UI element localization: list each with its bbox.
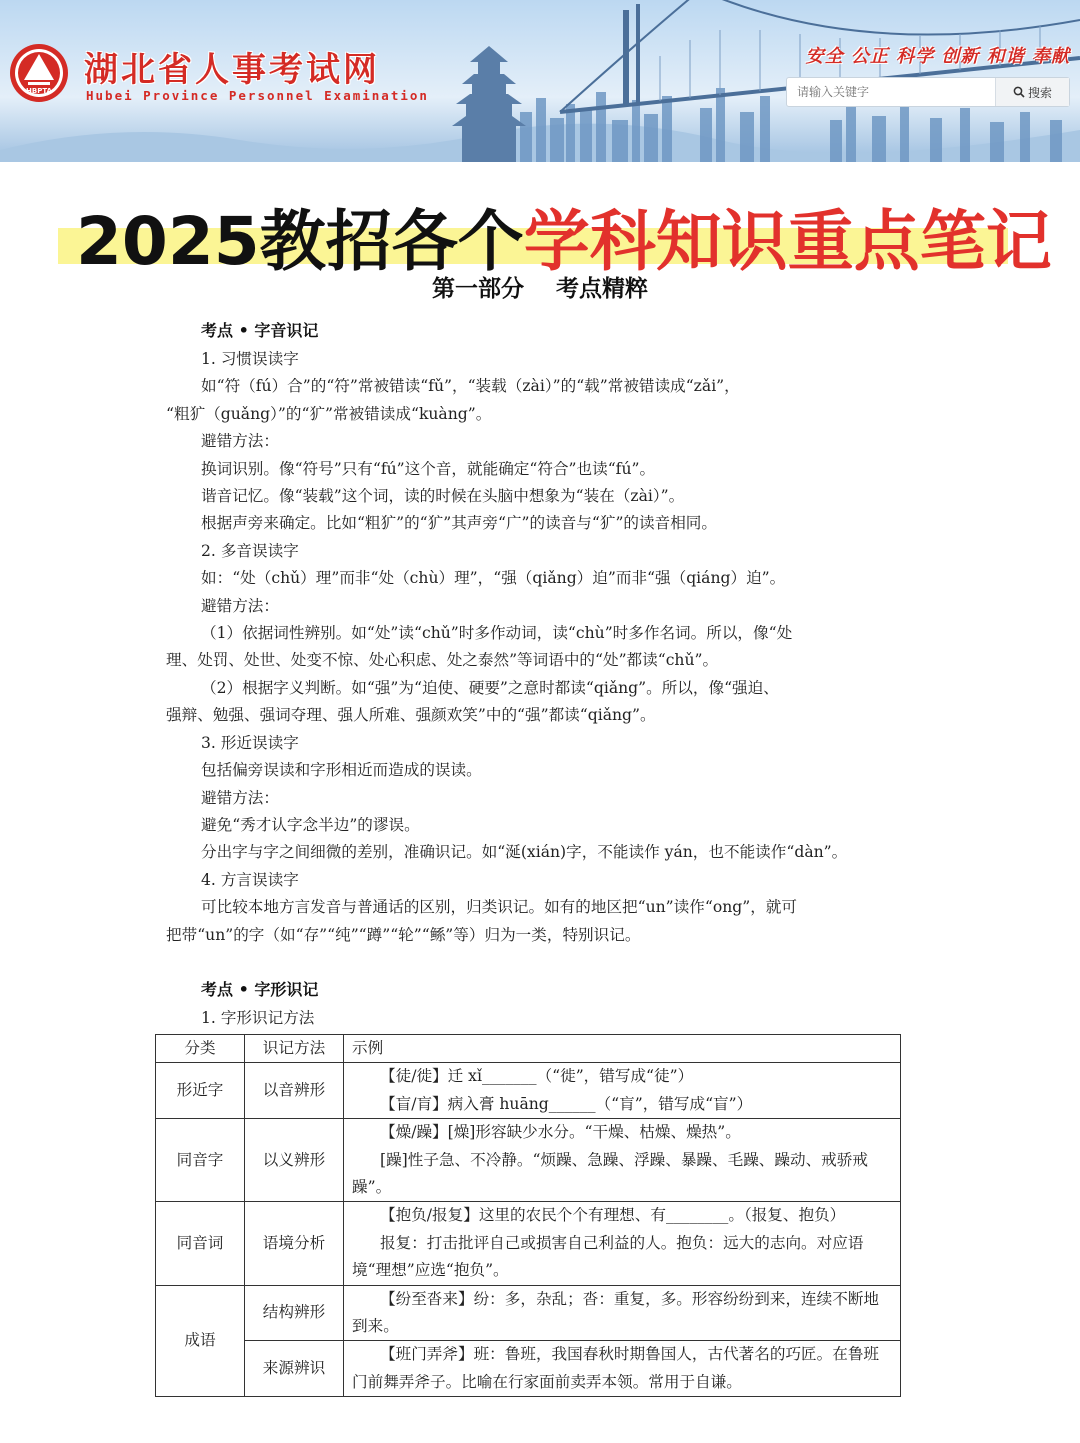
list-item: 3. 形近误读字: [201, 733, 299, 752]
example-cell: [344, 1063, 901, 1119]
paragraph-line: 可比较本地方言发音与普通话的区别，归类识记。如有的地区把“un”读作“ong”，就可: [201, 898, 797, 917]
category-cell: 同音词: [156, 1202, 245, 1285]
table-header-row: [156, 1035, 901, 1063]
list-item: 4. 方言误读字: [201, 870, 299, 889]
list-item: 1. 字形识记方法: [201, 1008, 315, 1027]
example-line: 【班门弄斧】班：鲁班，我国春秋时期鲁国人，古代著名的巧匠。在鲁班门前舞弄斧子。比喻在行家面前卖弄本领。常用于自谦。: [352, 1345, 880, 1391]
method-cell: 语境分析: [245, 1202, 344, 1285]
paragraph-line: “粗犷（guǎng）”的“犷”常被错读成“kuàng”。: [166, 404, 492, 423]
example-line: 报复：打击批评自己或损害自己利益的人。抱负：远大的志向。对应语境“理想”应选“抱负”。: [352, 1233, 864, 1280]
method-cell: 结构辨形: [245, 1285, 344, 1341]
table-row: [156, 1285, 901, 1341]
example-cell: [344, 1341, 901, 1397]
example-line: 【纷至沓来】纷：多，杂乱；沓：重复，多。形容纷纷到来，连续不断地到来。: [352, 1289, 880, 1336]
example-cell: [344, 1285, 901, 1341]
example-line: 【燥/躁】[燥]形容缺少水分。“干燥、枯燥、燥热”。: [380, 1123, 741, 1142]
method-cell: 以义辨形: [245, 1119, 344, 1202]
example-line: [躁]性子急、不冷静。“烦躁、急躁、浮躁、暴躁、毛躁、躁动、戒骄戒躁”。: [352, 1150, 868, 1197]
paragraph-line: （1）依据词性辨别。如“处”读“chǔ”时多作动词，读“chù”时多作名词。所以，像“处: [201, 624, 793, 643]
example-line: 【盲/肓】病入膏 huāng______（“肓”，错写成“盲”）: [380, 1094, 753, 1113]
paragraph-line: 避免“秀才认字念半边”的谬误。: [201, 815, 420, 834]
table-header-cell: 分类: [156, 1035, 245, 1063]
list-item: 1. 习惯误读字: [201, 350, 299, 368]
main-title: [76, 188, 1052, 283]
main-title-part2: 学科知识重点笔记: [523, 203, 1052, 280]
example-line: 【抱负/报复】这里的农民个个有理想、有________。（报复、抱负）: [380, 1206, 846, 1225]
document-body: [166, 316, 906, 1032]
search-button-label: 搜索: [1027, 85, 1052, 100]
paragraph-line: 避错方法：: [201, 596, 279, 615]
main-title-block: [0, 188, 1080, 280]
search-icon: [1013, 86, 1025, 98]
search-button[interactable]: [995, 78, 1069, 106]
method-cell: 来源辨识: [245, 1341, 344, 1397]
main-title-part1: 2025教招各个: [76, 203, 524, 280]
table-header-cell: 识记方法: [245, 1035, 344, 1063]
paragraph-line: 把带“un”的字（如“存”“纯”“蹲”“轮”“鲧”等）归为一类，特别识记。: [166, 925, 641, 944]
paragraph-line: 避错方法：: [201, 788, 279, 807]
site-header-banner: [0, 0, 1080, 162]
part-title: 第一部分 考点精粹: [431, 276, 649, 302]
example-cell: [344, 1119, 901, 1202]
category-cell: 成语: [156, 1285, 245, 1397]
search-input[interactable]: [787, 78, 995, 106]
list-item: 2. 多音误读字: [201, 541, 299, 560]
category-cell: 同音字: [156, 1119, 245, 1202]
paragraph-line: 理、处罚、处世、处变不惊、处心积虑、处之泰然”等词语中的“处”都读“chǔ”。: [166, 651, 719, 670]
method-cell: 以音辨形: [245, 1063, 344, 1119]
example-line: 【徒/徙】迁 xǐ_______（“徙”，错写成“徒”）: [380, 1067, 694, 1086]
table-row: [156, 1341, 901, 1397]
category-cell: 形近字: [156, 1063, 245, 1119]
paragraph-line: 强辩、勉强、强词夺理、强人所难、强颜欢笑”中的“强”都读“qiǎng”。: [166, 706, 656, 725]
table-row: [156, 1063, 901, 1119]
site-subtitle: Hubei Province Personnel Examination: [86, 88, 429, 103]
hbpta-logo-emblem: [8, 42, 70, 104]
site-title[interactable]: 湖北省人事考试网: [84, 50, 380, 90]
glyph-method-table: [155, 1034, 901, 1397]
section-heading-glyph: 考点 • 字形识记: [201, 979, 319, 999]
paragraph-line: 包括偏旁误读和字形相近而造成的误读。: [201, 761, 482, 780]
svg-text:HBPTA: HBPTA: [26, 87, 52, 95]
search-box: [786, 77, 1070, 107]
paragraph-line: 分出字与字之间细微的差别，准确识记。如“涎(xián)字，不能读作 yán，也不能读作“dàn”。: [201, 843, 848, 862]
site-slogan: 安全 公正 科学 创新 和谐 奉献: [805, 46, 1070, 67]
section-heading-pronunciation: 考点 • 字音识记: [201, 321, 319, 340]
table-row: [156, 1119, 901, 1202]
example-cell: [344, 1202, 901, 1285]
paragraph-line: 根据声旁来确定。比如“粗犷”的“犷”其声旁“广”的读音与“犷”的读音相同。: [201, 514, 717, 533]
paragraph-line: （2）根据字义判断。如“强”为“迫使、硬要”之意时都读“qiǎng”。所以，像“强迫、: [201, 678, 779, 697]
table-header-cell: 示例: [344, 1035, 901, 1063]
paragraph-line: 如：“处（chǔ）理”而非“处（chù）理”，“强（qiǎng）迫”而非“强（qiáng）迫”。: [201, 569, 786, 588]
paragraph-line: 避错方法：: [201, 432, 279, 451]
paragraph-line: 换词识别。像“符号”只有“fú”这个音，就能确定“符合”也读“fú”。: [201, 459, 656, 478]
paragraph-line: 如“符（fú）合”的“符”常被错读“fǔ”，“装载（zài）”的“载”常被错读成“zǎi”，: [201, 377, 740, 396]
paragraph-line: 谐音记忆。像“装载”这个词，读的时候在头脑中想象为“装在（zài）”。: [201, 487, 685, 506]
table-row: [156, 1202, 901, 1285]
